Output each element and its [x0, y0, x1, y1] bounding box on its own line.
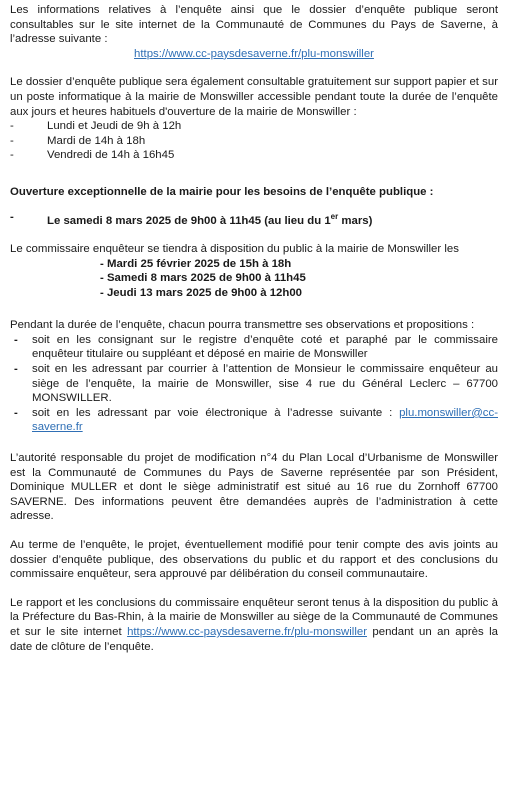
- website-link-line: [10, 47, 498, 62]
- exceptional-heading: Ouverture exceptionnelle de la mairie pour les besoins de l’enquête publique :: [10, 185, 434, 198]
- list-item: - soit en les adressant par courrier à l’attention de Monsieur le commissaire enquêteur au siège de l’enquête, la mairie de Monswiller, sise 4 rue du Général Leclerc – 67700 MONSWILLER.: [14, 363, 498, 405]
- email-link[interactable]: plu.monswiller@cc-saverne.fr: [32, 406, 498, 434]
- list-item: - Mardi de 14h à 18h: [10, 134, 146, 147]
- commissaire-paragraph: Le commissaire enquêteur se tiendra à disposition du public à la mairie de Monswiller les: [10, 242, 459, 255]
- opening-hours-list: [10, 119, 498, 163]
- date-item: - Jeudi 13 mars 2025 de 9h00 à 12h00: [100, 286, 302, 299]
- date-item: - Samedi 8 mars 2025 de 9h00 à 11h45: [100, 272, 306, 285]
- intro-paragraph: Les informations relatives à l’enquête ainsi que le dossier d’enquête publique seront consultables sur le site internet de la Communauté de Communes du Pays de Saverne, à l’adresse suivante :: [10, 4, 498, 46]
- list-item: - Lundi et Jeudi de 9h à 12h: [10, 120, 182, 133]
- date-item: - Mardi 25 février 2025 de 15h à 18h: [100, 257, 292, 270]
- list-item: - Vendredi de 14h à 16h45: [10, 149, 175, 162]
- website-link[interactable]: https://www.cc-paysdesaverne.fr/plu-monswiller: [134, 47, 374, 60]
- list-item: - soit en les consignant sur le registre d’enquête coté et paraphé par le commissaire enquêteur titulaire ou suppléant et déposé en mairie de Monswiller: [14, 333, 498, 361]
- terme-paragraph: Au terme de l’enquête, le projet, éventuellement modifié pour tenir compte des avis joints au dossier d’enquête publique, des observations du public et du rapport et des conclusions du commissaire enquêteur, sera approuvé par délibération du conseil communautaire.: [10, 539, 498, 581]
- list-item: - soit en les adressant par voie électronique à l’adresse suivante : plu.monswiller@cc-saverne.fr: [14, 406, 498, 434]
- observations-list: [10, 333, 498, 435]
- website-link[interactable]: https://www.cc-paysdesaverne.fr/plu-monswiller: [127, 625, 367, 638]
- permanence-dates: [10, 257, 498, 301]
- autorite-paragraph: L’autorité responsable du projet de modification n°4 du Plan Local d’Urbanisme de Monswiller est la Communauté de Communes du Pays de Saverne représentée par son Président, Dominique MULLER et dont le siège administratif est situé au 16 rue du Zornhoff 67700 SAVERNE. Des informations peuvent être demandées auprès de l’administration à cette adresse.: [10, 452, 498, 523]
- observations-intro: Pendant la durée de l’enquête, chacun pourra transmettre ses observations et propositions :: [10, 319, 475, 332]
- consultation-paragraph: Le dossier d’enquête publique sera également consultable gratuitement sur support papier et sur un poste informatique à la mairie de Monswiller accessible pendant toute la durée de l’enquête aux jours et heures habituels d'ouverture de la mairie de Monswiller :: [10, 76, 498, 118]
- rapport-paragraph: Le rapport et les conclusions du commissaire enquêteur seront tenus à la disposition du public à la Préfecture du Bas-Rhin, à la mairie de Monswiller au siège de la Communauté de Communes et sur le site internet https://www.cc-paysdesaverne.fr/plu-monswiller pendant un an après la date de clôture de l’enquête.: [10, 596, 498, 653]
- document-page: [10, 3, 498, 654]
- list-item: - Le samedi 8 mars 2025 de 9h00 à 11h45 (au lieu du 1er mars): [10, 210, 373, 227]
- exceptional-list: [10, 210, 498, 228]
